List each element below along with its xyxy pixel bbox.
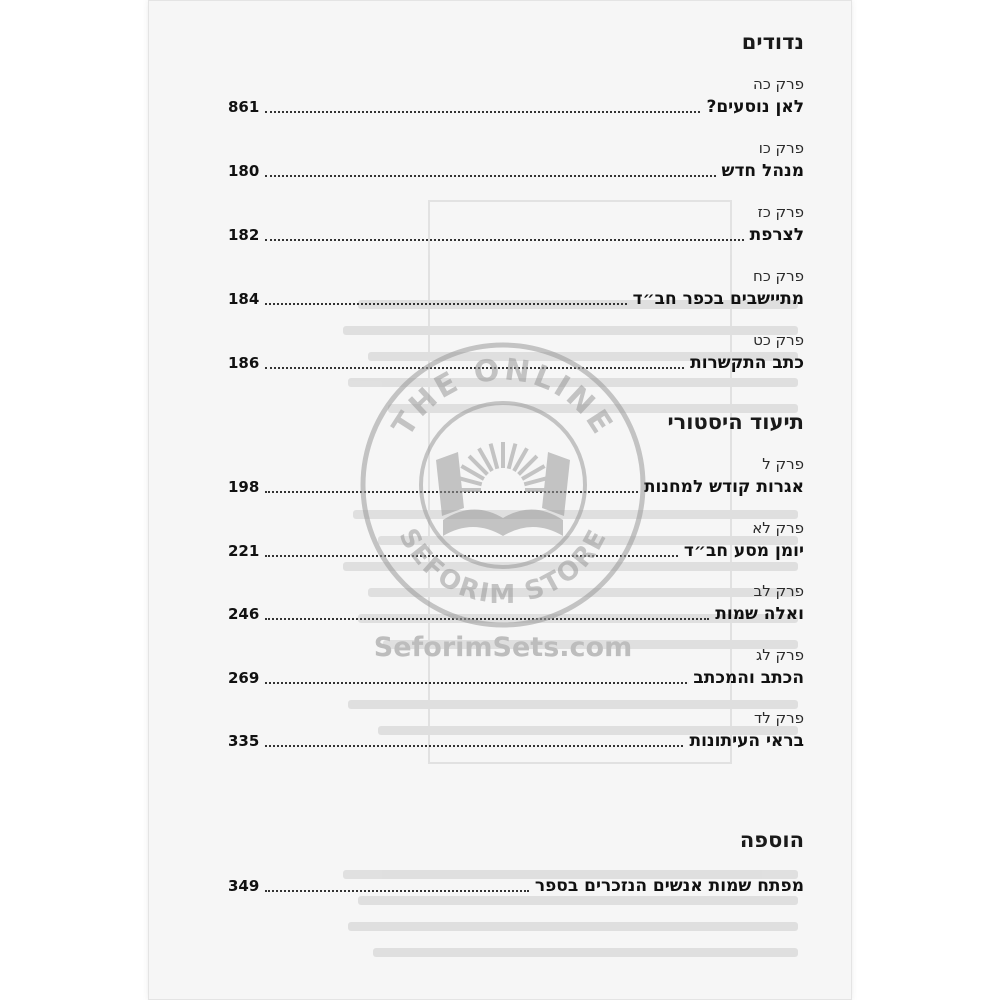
page-number: 184 [228,290,260,308]
chapter-label: פרק לא [752,518,804,537]
toc-entry[interactable] [228,222,804,246]
entry-title: לאן נוסעים? [706,97,804,117]
toc-entry[interactable] [228,94,804,118]
toc-entry[interactable] [228,158,804,182]
sun-ray [491,444,498,469]
dot-leader [265,110,700,113]
entry-title: מתיישבים בכפר חב״ד [632,289,804,309]
entry-title: הכתב והמכתב [693,667,804,688]
chapter-label: פרק לג [756,645,804,664]
store-watermark [358,340,648,630]
entry-title: אגרות קודש למחנות [643,477,804,497]
entry-title: כתב התקשרות [690,353,804,373]
entry-title: יומן מסע חב״ד [683,540,804,561]
toc-entry[interactable] [228,665,804,689]
watermark-arc-top-text: THE ONLINE [385,352,621,443]
watermark-site-text: SeforimSets.com [373,632,633,663]
chapter-label: פרק כח [753,267,804,285]
page-number: 182 [228,226,260,244]
sun-rays-icon [455,442,551,490]
chapter-label: פרק כט [753,331,804,349]
dot-leader [265,681,687,684]
entry-title: מנהל חדש [721,161,804,181]
page-number: 335 [228,732,260,750]
dot-leader [265,889,529,892]
entry-title: ואלה שמות [715,604,804,624]
sun-ray [509,444,516,469]
chapter-label: פרק כה [753,75,804,93]
chapter-label: פרק לד [754,709,804,727]
scroll-left-icon [436,452,464,516]
dot-leader [265,302,626,305]
section-heading: נדודים [741,30,804,54]
page-number: 198 [228,478,260,496]
section-heading: הוספה [739,828,804,852]
toc-entry[interactable] [228,286,804,310]
entry-title: לצרפת [749,225,804,245]
open-book-icon [443,509,563,536]
dot-leader [265,238,743,241]
dot-leader [265,744,683,747]
page-number: 269 [228,668,260,687]
section-heading: תיעוד היסטורי [667,410,804,434]
entry-title: מפתח שמות אנשים הנזכרים בספר [534,876,804,896]
dot-leader [265,174,715,177]
page-number: 221 [228,541,260,560]
scroll-right-icon [542,452,570,516]
page-number: 246 [228,605,260,623]
page-number: 180 [228,162,260,180]
page-number: 349 [228,877,260,895]
chapter-label: פרק כו [758,139,804,157]
entry-title: בראי העיתונות [689,731,804,751]
toc-entry[interactable] [228,873,804,897]
watermark-arc-bottom-text: SEFORIM STORE [392,523,614,610]
chapter-label: פרק ל [762,455,804,473]
page-number: 186 [228,354,260,372]
chapter-label: פרק לב [753,582,804,600]
toc-entry[interactable] [228,728,804,752]
page-number: 861 [228,98,260,116]
chapter-label: פרק כז [757,203,804,221]
